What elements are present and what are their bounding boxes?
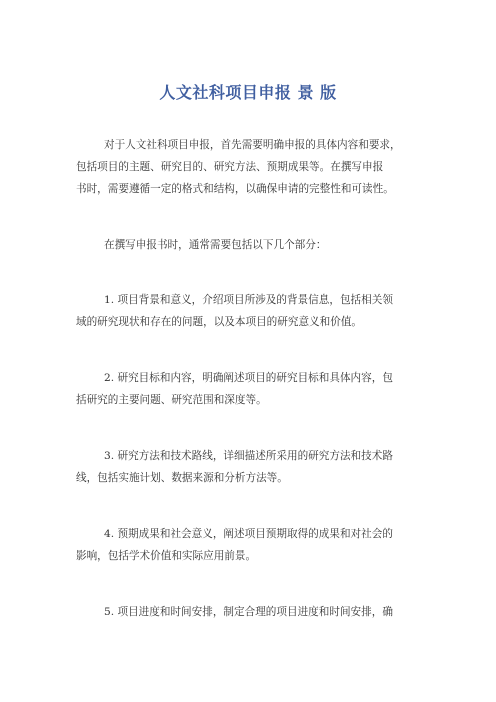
item-3-line-2: 线，包括实施计划、数据来源和分析方法等。: [76, 472, 288, 484]
paragraph-intro-line-3: 书时，需要遵循一定的格式和结构，以确保申请的完整性和可读性。: [76, 183, 394, 195]
item-5-line-1: 5. 项目进度和时间安排，制定合理的项目进度和时间安排，确: [104, 606, 393, 618]
item-1-line-1: 1. 项目背景和意义，介绍项目所涉及的背景信息，包括相关领: [104, 294, 393, 306]
item-4-line-1: 4. 预期成果和社会意义，阐述项目预期取得的成果和对社会的: [104, 528, 393, 540]
item-4-line-2: 影响，包括学术价值和实际应用前景。: [76, 550, 257, 562]
paragraph-intro-line-2: 包括项目的主题、研究目的、研究方法、预期成果等。在撰写申报: [76, 161, 384, 173]
item-2-line-1: 2. 研究目标和内容，明确阐述项目的研究目标和具体内容，包: [104, 372, 393, 384]
paragraph-parts-intro: 在撰写申报书时，通常需要包括以下几个部分：: [104, 239, 327, 251]
item-2-line-2: 括研究的主要问题、研究范围和深度等。: [76, 394, 267, 406]
item-3-line-1: 3. 研究方法和技术路线，详细描述所采用的研究方法和技术路: [104, 450, 393, 462]
item-1-line-2: 域的研究现状和存在的问题，以及本项目的研究意义和价值。: [76, 316, 363, 328]
document-title: 人文社科项目申报 景 版: [159, 83, 337, 102]
paragraph-intro-line-1: 对于人文社科项目申报，首先需要明确申报的具体内容和要求，: [104, 139, 401, 151]
